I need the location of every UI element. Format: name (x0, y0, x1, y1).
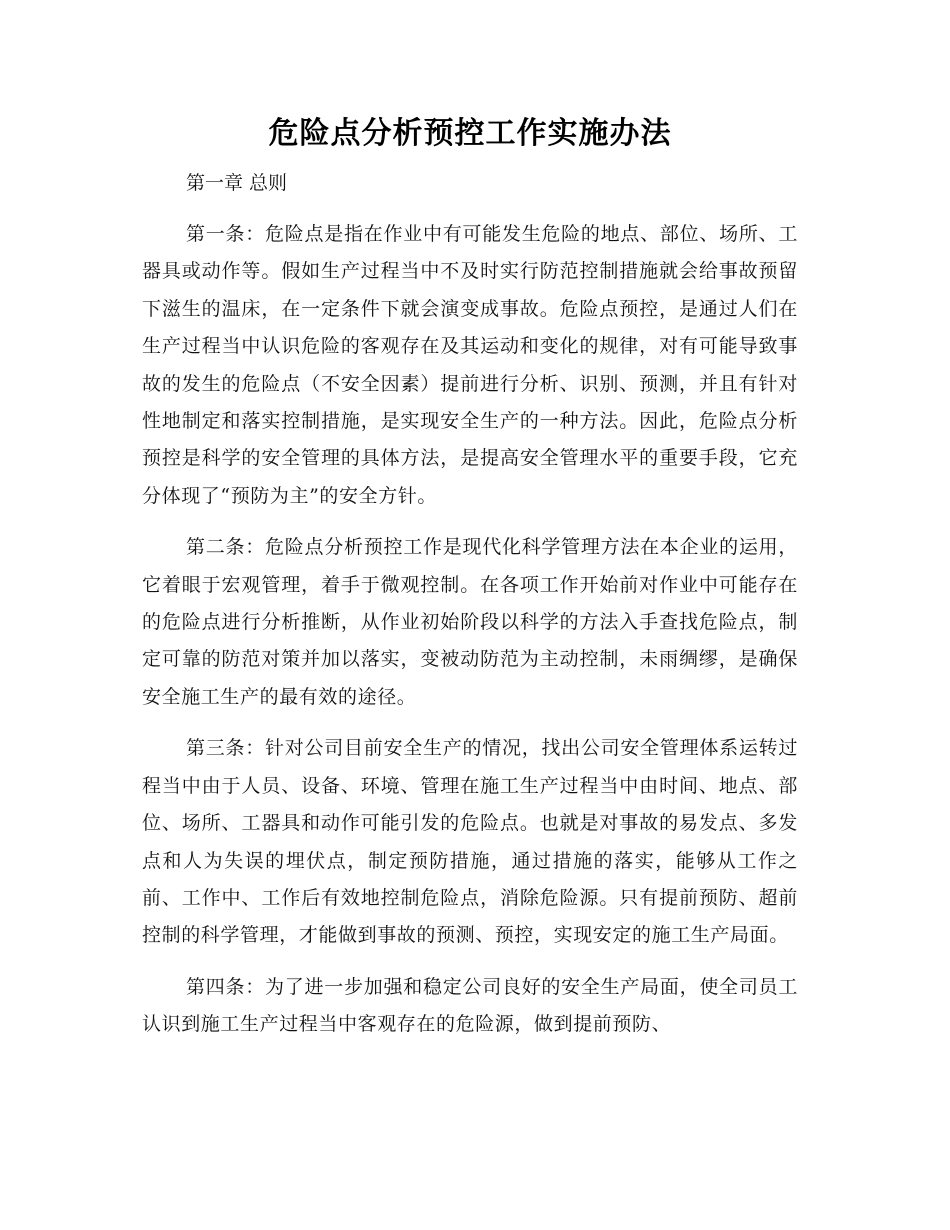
article-1-paragraph: 第一条：危险点是指在作业中有可能发生危险的地点、部位、场所、工器具或动作等。假如生产过程当中不及时实行防范控制措施就会给事故预留下滋生的温床，在一定条件下就会演变成事故。危险点预控，是通过人们在生产过程当中认识危险的客观存在及其运动和变化的规律，对有可能导致事故的发生的危险点（不安全因素）提前进行分析、识别、预测，并且有针对性地制定和落实控制措施，是实现安全生产的一种方法。因此，危险点分析预控是科学的安全管理的具体方法，是提高安全管理水平的重要手段，它充分体现了“预防为主”的安全方针。 (142, 223, 798, 507)
article-4-paragraph: 第四条：为了进一步加强和稳定公司良好的安全生产局面，使全司员工认识到施工生产过程当中客观存在的危险源，做到提前预防、 (142, 975, 798, 1036)
chapter-heading: 第一章 总则 (186, 172, 288, 194)
document-title: 危险点分析预控工作实施办法 (268, 116, 672, 151)
article-2-paragraph: 第二条：危险点分析预控工作是现代化科学管理方法在本企业的运用，它着眼于宏观管理，着手于微观控制。在各项工作开始前对作业中可能存在的危险点进行分析推断，从作业初始阶段以科学的方法入手查找危险点，制定可靠的防范对策并加以落实，变被动防范为主动控制，未雨绸缪，是确保安全施工生产的最有效的途径。 (142, 536, 798, 708)
article-3-paragraph: 第三条：针对公司目前安全生产的情况，找出公司安全管理体系运转过程当中由于人员、设备、环境、管理在施工生产过程当中由时间、地点、部位、场所、工器具和动作可能引发的危险点。也就是对事故的易发点、多发点和人为失误的埋伏点，制定预防措施，通过措施的落实，能够从工作之前、工作中、工作后有效地控制危险点，消除危险源。只有提前预防、超前控制的科学管理，才能做到事故的预测、预控，实现安定的施工生产局面。 (142, 737, 798, 947)
document-page (142, 104, 798, 1044)
